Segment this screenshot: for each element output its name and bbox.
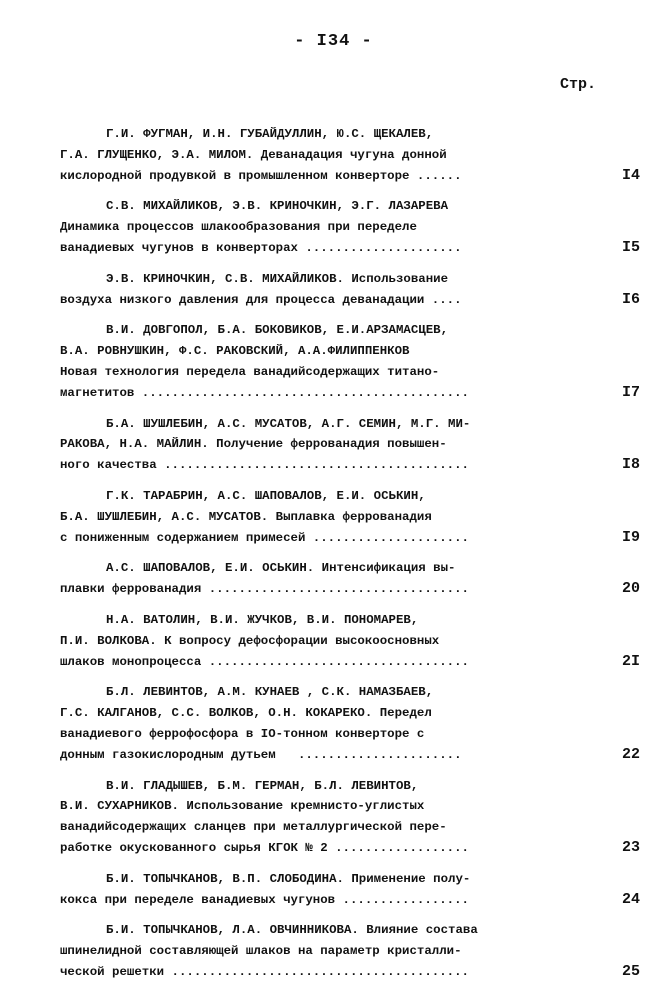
- toc-entry: [60, 196, 640, 258]
- toc-entry-text: [60, 920, 570, 982]
- toc-entry-page: 22: [621, 745, 640, 763]
- toc-entry-line: воздуха низкого давления для процесса деванадации ....: [60, 292, 462, 307]
- toc-entry-page: I4: [621, 166, 640, 184]
- toc-entry-authors: Б.И. ТОПЫЧКАНОВ, Л.А. ОВЧИННИКОВА. Влияние состава: [106, 923, 478, 938]
- toc-entry: [60, 610, 640, 672]
- toc-entry-text: [60, 196, 570, 258]
- toc-entry-line: ного качества .........................................: [60, 458, 469, 473]
- toc-entry-page: 20: [621, 580, 640, 598]
- toc-entry: [60, 682, 640, 765]
- toc-entry-text: [60, 269, 570, 311]
- toc-entry-page: I8: [621, 456, 640, 474]
- toc-entry-authors: Б.Л. ЛЕВИНТОВ, А.М. КУНАЕВ , С.К. НАМАЗБАЕВ,: [106, 685, 434, 700]
- toc-entry-page: 25: [621, 962, 640, 980]
- toc-entry-text: [60, 320, 570, 403]
- page-number: - I34 -: [294, 32, 373, 51]
- toc-entry-text: [60, 414, 570, 476]
- toc-entry: [60, 869, 640, 911]
- toc-entry-authors: Г.К. ТАРАБРИН, А.С. ШАПОВАЛОВ, Е.И. ОСЬКИН,: [106, 488, 426, 503]
- toc-entry: [60, 269, 640, 311]
- table-of-contents: [60, 124, 640, 993]
- toc-entry-page: I5: [621, 238, 640, 256]
- toc-entry-authors: Н.А. ВАТОЛИН, В.И. ЖУЧКОВ, В.И. ПОНОМАРЕВ,: [106, 612, 419, 627]
- toc-entry-line: кислородной продувкой в промышленном конверторе ......: [60, 168, 462, 183]
- toc-entry-page: 24: [621, 890, 640, 908]
- toc-entry-line: кокса при переделе ванадиевых чугунов .................: [60, 892, 469, 907]
- toc-entry-line: с пониженным содержанием примесей .....................: [60, 530, 469, 545]
- toc-entry: [60, 124, 640, 186]
- toc-entry-page: I7: [621, 383, 640, 401]
- toc-entry-line: В.И. СУХАРНИКОВ. Использование кремнисто-углистых: [60, 799, 425, 814]
- page-column-label: Стр.: [560, 76, 597, 93]
- toc-entry-text: [60, 869, 570, 911]
- toc-entry: [60, 558, 640, 600]
- toc-entry-page: I6: [621, 290, 640, 308]
- toc-entry-text: [60, 558, 570, 600]
- toc-entry-text: [60, 124, 570, 186]
- toc-entry-text: [60, 610, 570, 672]
- toc-entry-line: шлаков монопроцесса ...................................: [60, 654, 469, 669]
- toc-entry: [60, 414, 640, 476]
- toc-entry-line: П.И. ВОЛКОВА. К вопросу дефосфорации высокоосновных: [60, 633, 440, 648]
- toc-entry-line: работке окускованного сырья КГОК № 2 ..................: [60, 840, 469, 855]
- toc-entry-authors: С.В. МИХАЙЛИКОВ, Э.В. КРИНОЧКИН, Э.Г. ЛАЗАРЕВА: [106, 199, 449, 214]
- toc-entry-authors: А.С. ШАПОВАЛОВ, Е.И. ОСЬКИН. Интенсификация вы-: [106, 561, 456, 576]
- toc-entry-line: Б.А. ШУШЛЕБИН, А.С. МУСАТОВ. Выплавка феррованадия: [60, 509, 432, 524]
- toc-entry-line: В.А. РОВНУШКИН, Ф.С. РАКОВСКИЙ, А.А.ФИЛИППЕНКОВ: [60, 344, 410, 359]
- toc-entry-page: I9: [621, 528, 640, 546]
- toc-entry-authors: Г.И. ФУГМАН, И.Н. ГУБАЙДУЛЛИН, Ю.С. ЩЕКАЛЕВ,: [106, 127, 434, 141]
- toc-entry: [60, 776, 640, 859]
- toc-entry-authors: Б.А. ШУШЛЕБИН, А.С. МУСАТОВ, А.Г. СЕМИН, М.Г. МИ-: [106, 416, 471, 431]
- toc-entry-page: 23: [621, 838, 640, 856]
- toc-entry-line: ванадиевого феррофосфора в IO-тонном конверторе с: [60, 726, 425, 741]
- toc-entry-line: Динамика процессов шлакообразования при переделе: [60, 220, 417, 235]
- toc-entry: [60, 320, 640, 403]
- toc-entry-line: ванадийсодержащих сланцев при металлургической пере-: [60, 820, 447, 835]
- toc-entry-text: [60, 776, 570, 859]
- toc-entry-line: магнетитов ............................................: [60, 385, 469, 400]
- toc-entry-line: Новая технология передела ванадийсодержащих титано-: [60, 364, 440, 379]
- toc-entry-line: Г.А. ГЛУЩЕНКО, Э.А. МИЛОМ. Деванадация чугуна донной: [60, 147, 447, 162]
- toc-entry-authors: Э.В. КРИНОЧКИН, С.В. МИХАЙЛИКОВ. Использование: [106, 271, 449, 286]
- toc-entry-authors: В.И. ГЛАДЫШЕВ, Б.М. ГЕРМАН, Б.Л. ЛЕВИНТОВ,: [106, 778, 419, 793]
- toc-entry: [60, 486, 640, 548]
- toc-entry-line: ческой решетки ........................................: [60, 964, 469, 979]
- toc-entry-line: ванадиевых чугунов в конверторах .....................: [60, 240, 462, 255]
- toc-entry-line: Г.С. КАЛГАНОВ, С.С. ВОЛКОВ, О.Н. КОКАРЕКО. Передел: [60, 706, 432, 721]
- toc-entry-line: донным газокислородным дутьем ......................: [60, 747, 462, 762]
- toc-entry-page: 2I: [621, 652, 640, 670]
- toc-entry: [60, 920, 640, 982]
- toc-entry-authors: В.И. ДОВГОПОЛ, Б.А. БОКОВИКОВ, Е.И.АРЗАМАСЦЕВ,: [106, 323, 449, 338]
- toc-entry-line: шпинелидной составляющей шлаков на параметр кристалли-: [60, 944, 462, 959]
- toc-entry-text: [60, 486, 570, 548]
- toc-entry-line: РАКОВА, Н.А. МАЙЛИН. Получение феррованадия повышен-: [60, 437, 447, 452]
- toc-entry-line: плавки феррованадия ...................................: [60, 582, 469, 597]
- toc-entry-text: [60, 682, 570, 765]
- toc-entry-authors: Б.И. ТОПЫЧКАНОВ, В.П. СЛОБОДИНА. Применение полу-: [106, 871, 471, 886]
